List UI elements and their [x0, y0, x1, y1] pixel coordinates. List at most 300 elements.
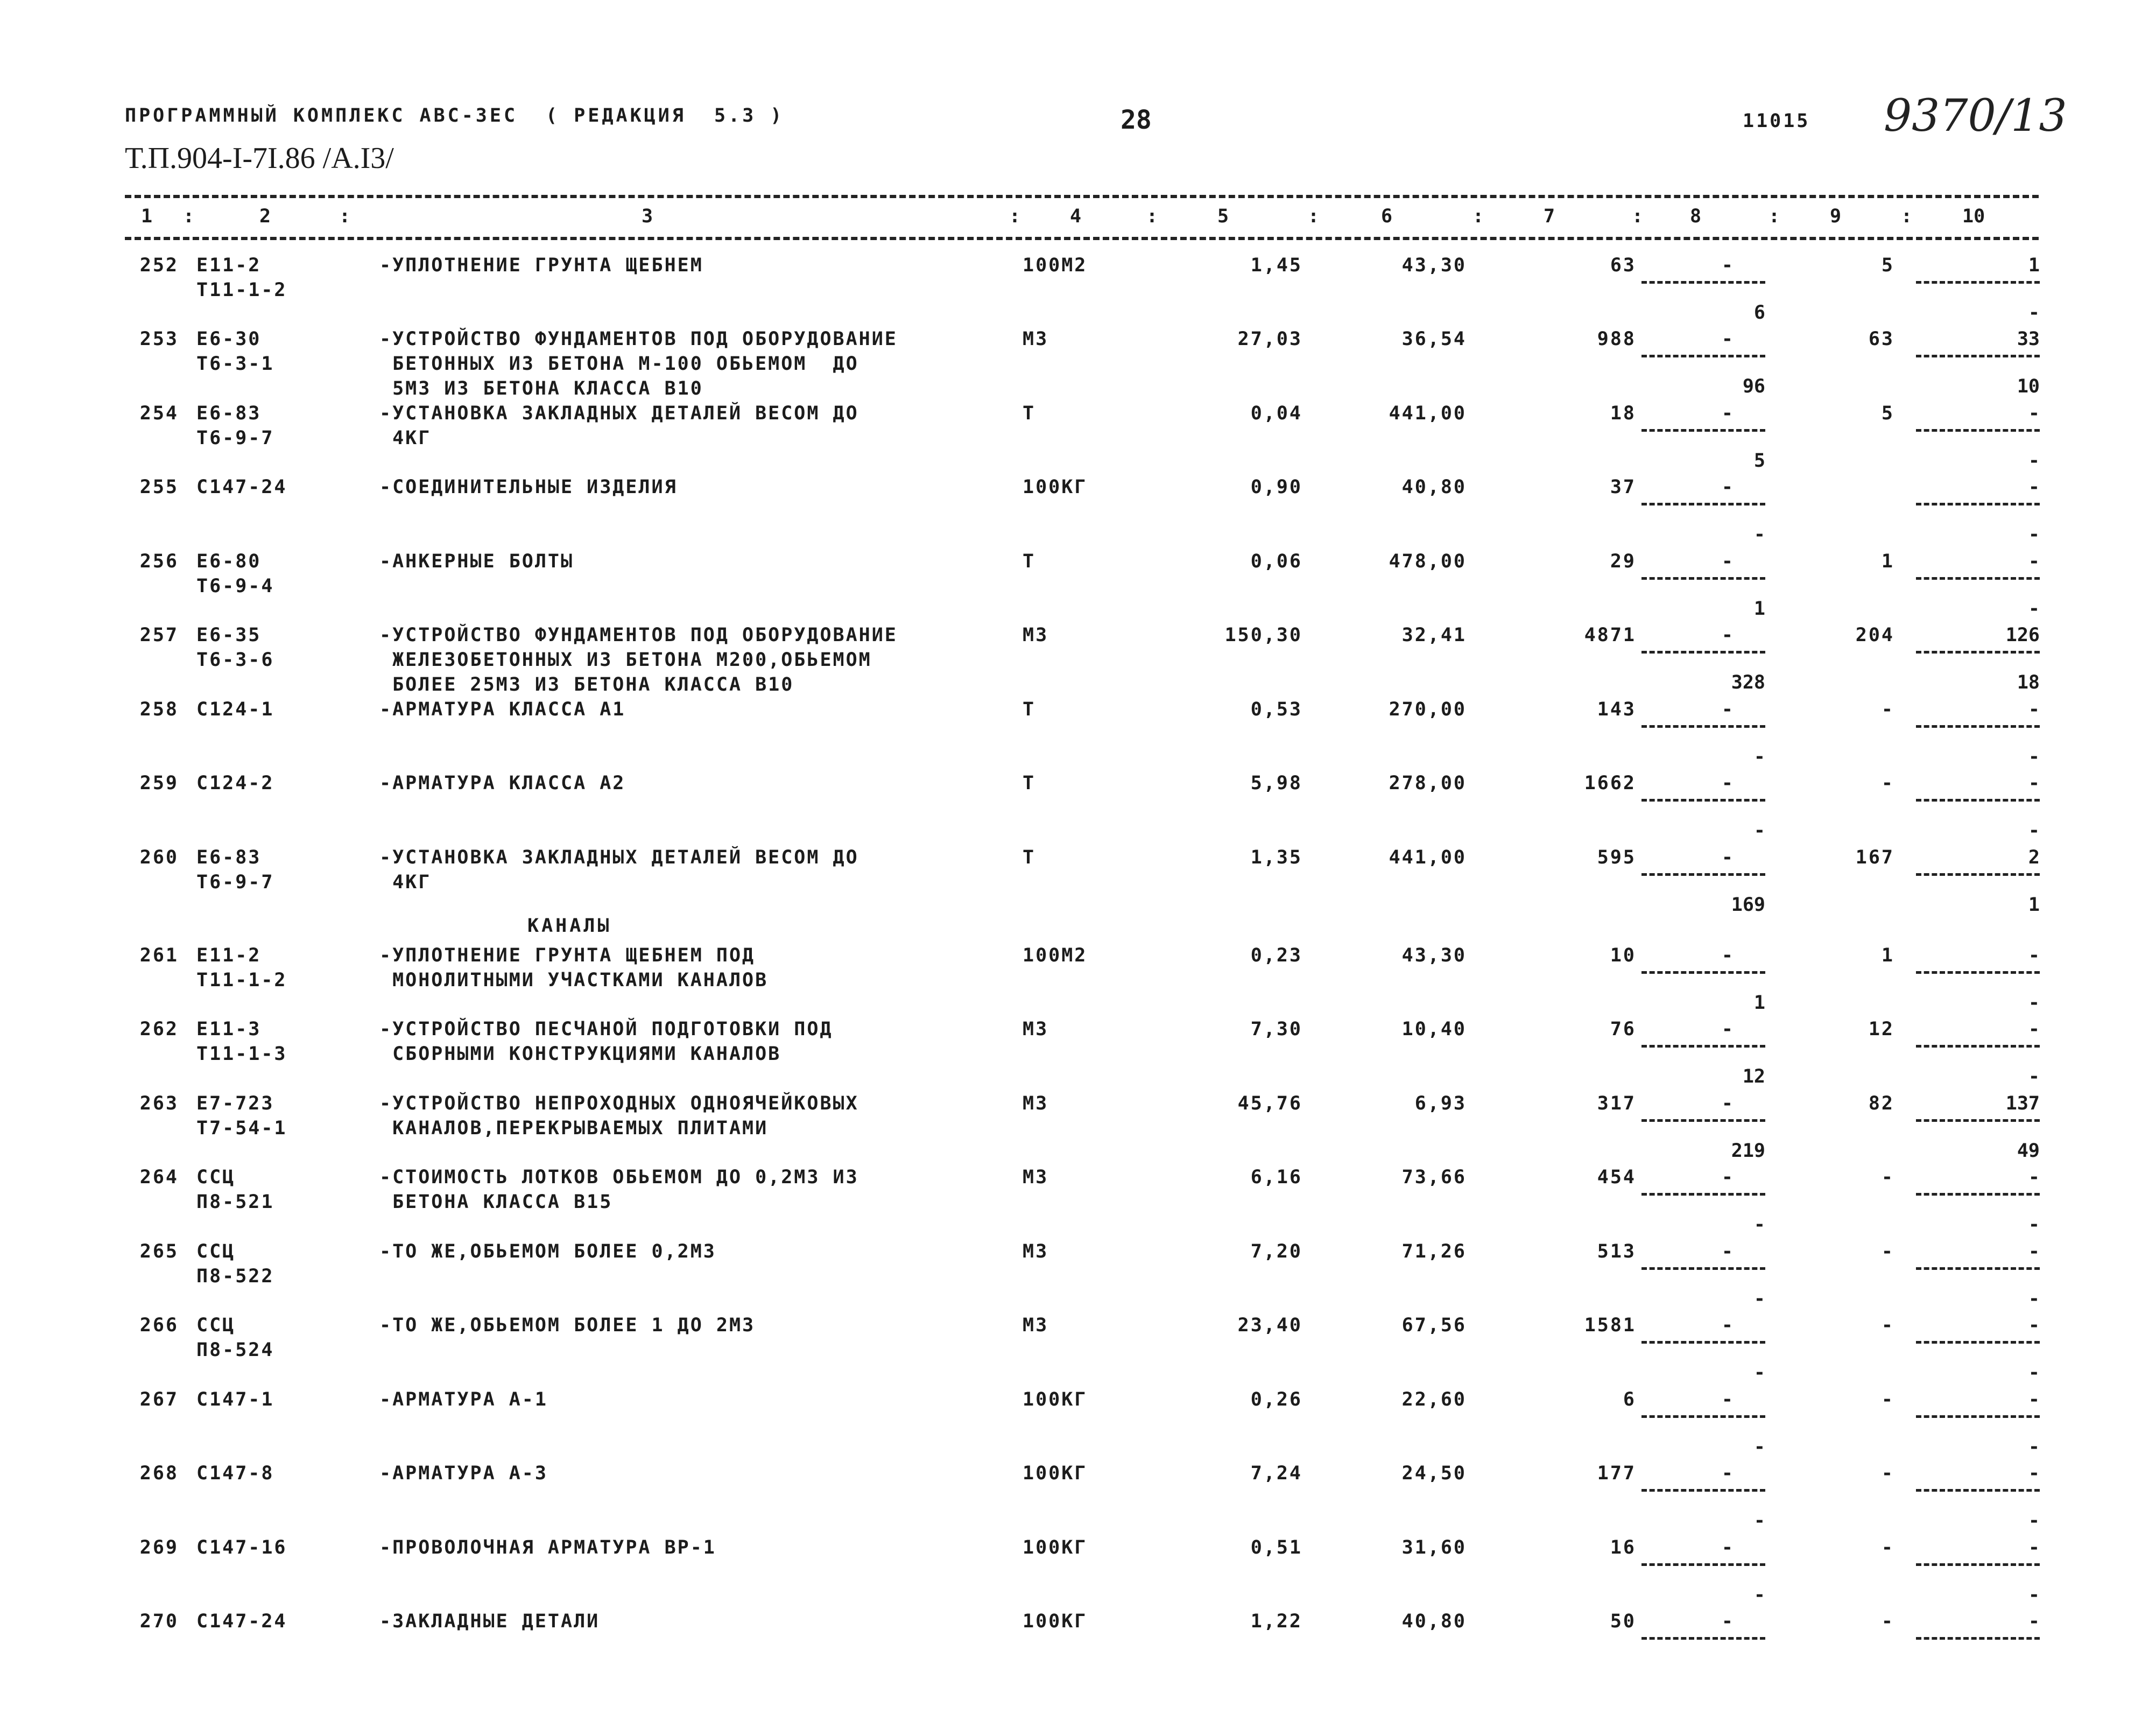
row-col8-bottom: -: [1753, 1214, 1765, 1235]
row-unit: 100М2: [1023, 945, 1088, 966]
row-unit: 100КГ: [1023, 1463, 1088, 1484]
column-separator: :: [1009, 206, 1021, 227]
row-col10-bottom: -: [2028, 992, 2040, 1014]
row-quantity: 5,98: [1250, 772, 1302, 794]
row-unit-price: 10,40: [1401, 1018, 1467, 1040]
fraction-line: [1641, 1637, 1765, 1640]
row-number: 265: [139, 1241, 179, 1262]
row-col10-top: -: [2028, 1167, 2040, 1188]
table-row: [0, 475, 2156, 545]
row-col10: [1916, 1091, 2040, 1161]
row-col9: -: [1881, 1611, 1894, 1632]
row-unit-price: 6,93: [1414, 1093, 1467, 1114]
row-col10: [1916, 697, 2040, 767]
row-col10-top: 137: [2005, 1093, 2040, 1114]
fraction-line: [1916, 1119, 2040, 1122]
row-number: 260: [139, 847, 179, 868]
row-quantity: 7,24: [1250, 1463, 1302, 1484]
row-description: -АРМАТУРА КЛАССА А2: [379, 772, 626, 794]
table-row: [0, 1091, 2156, 1161]
row-description: -СОЕДИНИТЕЛЬНЫЕ ИЗДЕЛИЯ: [379, 476, 678, 498]
row-col8-bottom: 1: [1753, 598, 1765, 620]
row-code: Е11-2 Т11-1-2: [196, 255, 287, 301]
row-code: С147-16: [196, 1537, 287, 1558]
row-col8-bottom: 5: [1753, 450, 1765, 472]
row-col10-bottom: -: [2028, 820, 2040, 841]
row-quantity: 0,90: [1250, 476, 1302, 498]
row-col10-bottom: 49: [2017, 1140, 2040, 1162]
fraction-line: [1916, 1267, 2040, 1270]
row-description: -УСТАНОВКА ЗАКЛАДНЫХ ДЕТАЛЕЙ ВЕСОМ ДО 4КГ: [379, 847, 859, 893]
row-col9: 1: [1881, 945, 1894, 966]
row-col10-bottom: -: [2028, 1510, 2040, 1532]
row-col10-bottom: -: [2028, 524, 2040, 545]
row-number: 267: [139, 1389, 179, 1410]
fraction-line: [1916, 281, 2040, 284]
program-header: ПРОГРАММНЫЙ КОМПЛЕКС АВС-ЗЕС ( РЕДАКЦИЯ 5.3 ): [125, 105, 785, 127]
row-unit: Т: [1023, 699, 1036, 720]
row-code: ССЦ П8-524: [196, 1315, 274, 1361]
row-total: 143: [1597, 699, 1636, 720]
row-col8-top: -: [1721, 551, 1733, 572]
row-col8-bottom: -: [1753, 746, 1765, 768]
row-col9: -: [1881, 1315, 1894, 1336]
row-col8: [1641, 697, 1765, 767]
row-unit: М3: [1023, 1167, 1049, 1188]
row-col8-bottom: -: [1753, 1362, 1765, 1383]
row-col10-bottom: -: [2028, 450, 2040, 472]
row-unit-price: 22,60: [1401, 1389, 1467, 1410]
row-col8: [1641, 845, 1765, 915]
row-col9: 1: [1881, 551, 1894, 572]
row-col10: [1916, 475, 2040, 545]
row-col8-top: -: [1721, 1611, 1733, 1632]
row-col8: [1641, 1239, 1765, 1309]
table-row: [0, 771, 2156, 841]
row-col8-bottom: 96: [1742, 376, 1765, 397]
row-col9: 5: [1881, 403, 1894, 424]
document-title: Т.П.904-I-7I.86 /А.I3/: [125, 142, 394, 175]
row-col8: [1641, 1165, 1765, 1235]
row-number: 257: [139, 624, 179, 646]
fraction-line: [1641, 1563, 1765, 1566]
row-total: 37: [1610, 476, 1636, 498]
row-col10-top: -: [2028, 403, 2040, 424]
row-col10: [1916, 943, 2040, 1013]
row-col10-top: -: [2028, 476, 2040, 498]
row-col10-top: -: [2028, 699, 2040, 720]
row-unit: 100КГ: [1023, 476, 1088, 498]
row-col8-top: -: [1721, 1537, 1733, 1558]
row-description: -ТО ЖЕ,ОБЬЕМОМ БОЛЕЕ 1 ДО 2М3: [379, 1315, 756, 1336]
row-description: -ЗАКЛАДНЫЕ ДЕТАЛИ: [379, 1611, 600, 1632]
row-number: 268: [139, 1463, 179, 1484]
column-header-4: 4: [1070, 206, 1082, 227]
row-description: -УСТРОЙСТВО НЕПРОХОДНЫХ ОДНОЯЧЕЙКОВЫХ КАНАЛОВ,ПЕРЕКРЫВАЕМЫХ ПЛИТАМИ: [379, 1093, 859, 1139]
column-separator: :: [1472, 206, 1484, 227]
row-col9: 63: [1868, 328, 1894, 350]
row-quantity: 0,23: [1250, 945, 1302, 966]
row-col8-bottom: -: [1753, 524, 1765, 545]
table-row: [0, 623, 2156, 696]
row-col10-bottom: -: [2028, 1362, 2040, 1383]
table-row: [0, 1609, 2156, 1679]
row-number: 259: [139, 772, 179, 794]
row-code: С147-24: [196, 476, 287, 498]
fraction-line: [1916, 1637, 2040, 1640]
row-col10-top: -: [2028, 1018, 2040, 1040]
row-col10: [1916, 1165, 2040, 1235]
fraction-line: [1641, 1489, 1765, 1492]
row-col8: [1641, 771, 1765, 841]
table-row: [0, 1535, 2156, 1605]
row-total: 50: [1610, 1611, 1636, 1632]
row-unit-price: 36,54: [1401, 328, 1467, 350]
row-unit: Т: [1023, 772, 1036, 794]
row-col10-top: 33: [2017, 328, 2040, 350]
fraction-line: [1641, 1267, 1765, 1270]
row-number: 255: [139, 476, 179, 498]
row-description: -АРМАТУРА КЛАССА А1: [379, 699, 626, 720]
row-unit-price: 43,30: [1401, 255, 1467, 276]
row-unit-price: 441,00: [1389, 403, 1467, 424]
row-col8: [1641, 1313, 1765, 1383]
row-unit-price: 24,50: [1401, 1463, 1467, 1484]
row-col8-top: -: [1721, 1241, 1733, 1262]
row-col10: [1916, 1609, 2040, 1679]
fraction-line: [1916, 577, 2040, 580]
fraction-line: [1641, 577, 1765, 580]
row-number: 256: [139, 551, 179, 572]
row-code: С124-2: [196, 772, 274, 794]
row-unit-price: 73,66: [1401, 1167, 1467, 1188]
row-description: -УПЛОТНЕНИЕ ГРУНТА ЩЕБНЕМ: [379, 255, 703, 276]
fraction-line: [1916, 355, 2040, 357]
row-quantity: 7,30: [1250, 1018, 1302, 1040]
fraction-line: [1641, 1415, 1765, 1418]
row-number: 258: [139, 699, 179, 720]
row-col10-top: 126: [2005, 624, 2040, 646]
row-col10: [1916, 1239, 2040, 1309]
row-total: 10: [1610, 945, 1636, 966]
row-col10-top: -: [2028, 1537, 2040, 1558]
row-col10-bottom: -: [2028, 302, 2040, 324]
row-quantity: 45,76: [1237, 1093, 1302, 1114]
row-col8: [1641, 1609, 1765, 1679]
column-separator: :: [183, 206, 195, 227]
fraction-line: [1916, 1045, 2040, 1048]
row-col9: 5: [1881, 255, 1894, 276]
row-col8-top: -: [1721, 1167, 1733, 1188]
row-quantity: 1,45: [1250, 255, 1302, 276]
column-header-2: 2: [259, 206, 271, 227]
row-col8-bottom: 1: [1753, 992, 1765, 1014]
row-number: 266: [139, 1315, 179, 1336]
row-code: Е6-35 Т6-3-6: [196, 624, 274, 671]
row-col8-bottom: -: [1753, 1584, 1765, 1606]
row-code: С147-1: [196, 1389, 274, 1410]
row-col8-top: -: [1721, 945, 1733, 966]
row-col9: -: [1881, 1463, 1894, 1484]
column-header-1: 1: [141, 206, 153, 227]
row-col10-top: -: [2028, 772, 2040, 794]
fraction-line: [1641, 355, 1765, 357]
fraction-line: [1916, 725, 2040, 728]
row-col9: -: [1881, 772, 1894, 794]
fraction-line: [1641, 1119, 1765, 1122]
fraction-line: [1641, 1045, 1765, 1048]
column-separator: :: [1632, 206, 1644, 227]
row-col10: [1916, 253, 2040, 323]
table-row: [0, 943, 2156, 1013]
column-header-6: 6: [1381, 206, 1393, 227]
row-code: Е6-83 Т6-9-7: [196, 403, 274, 449]
fraction-line: [1916, 873, 2040, 876]
row-col10-top: -: [2028, 1315, 2040, 1336]
document-number: 11015: [1743, 110, 1810, 132]
row-col8-top: -: [1721, 1389, 1733, 1410]
row-number: 263: [139, 1093, 179, 1114]
column-header-5: 5: [1217, 206, 1229, 227]
row-description: -ПРОВОЛОЧНАЯ АРМАТУРА ВР-1: [379, 1537, 716, 1558]
table-row: [0, 1239, 2156, 1309]
row-number: 253: [139, 328, 179, 350]
row-unit-price: 278,00: [1389, 772, 1467, 794]
row-unit-price: 441,00: [1389, 847, 1467, 868]
row-col8-top: -: [1721, 847, 1733, 868]
row-description: -АНКЕРНЫЕ БОЛТЫ: [379, 551, 574, 572]
row-col8: [1641, 1017, 1765, 1087]
column-separator: :: [1146, 206, 1158, 227]
row-col10: [1916, 1313, 2040, 1383]
row-number: 261: [139, 945, 179, 966]
row-quantity: 0,04: [1250, 403, 1302, 424]
row-col9: -: [1881, 1167, 1894, 1188]
row-unit-price: 478,00: [1389, 551, 1467, 572]
row-quantity: 0,51: [1250, 1537, 1302, 1558]
table-row: [0, 1165, 2156, 1235]
row-col8: [1641, 401, 1765, 471]
fraction-line: [1641, 429, 1765, 432]
row-quantity: 0,53: [1250, 699, 1302, 720]
row-col10: [1916, 1535, 2040, 1605]
row-code: С147-24: [196, 1611, 287, 1632]
row-quantity: 1,22: [1250, 1611, 1302, 1632]
row-col10: [1916, 1387, 2040, 1457]
row-col10-bottom: 10: [2017, 376, 2040, 397]
row-col10: [1916, 1017, 2040, 1087]
table-row: [0, 253, 2156, 323]
row-col8-bottom: -: [1753, 820, 1765, 841]
row-total: 18: [1610, 403, 1636, 424]
row-number: 269: [139, 1537, 179, 1558]
row-quantity: 1,35: [1250, 847, 1302, 868]
row-col8-bottom: 328: [1731, 672, 1765, 693]
row-col8-bottom: 219: [1731, 1140, 1765, 1162]
table-row: [0, 1461, 2156, 1531]
table-row: [0, 1017, 2156, 1087]
header-rule-bottom: [125, 237, 2039, 240]
row-col8: [1641, 1461, 1765, 1531]
row-total: 16: [1610, 1537, 1636, 1558]
row-code: С147-8: [196, 1463, 274, 1484]
row-code: Е6-83 Т6-9-7: [196, 847, 274, 893]
row-col8-top: -: [1721, 403, 1733, 424]
column-header-8: 8: [1690, 206, 1702, 227]
table-row: [0, 1313, 2156, 1383]
fraction-line: [1641, 971, 1765, 974]
row-quantity: 27,03: [1237, 328, 1302, 350]
page-number: 28: [1121, 105, 1152, 135]
row-unit: 100КГ: [1023, 1537, 1088, 1558]
fraction-line: [1916, 429, 2040, 432]
row-col10-bottom: -: [2028, 1288, 2040, 1310]
row-col8-top: -: [1721, 1093, 1733, 1114]
row-col9: -: [1881, 1537, 1894, 1558]
row-code: Е7-723 Т7-54-1: [196, 1093, 287, 1139]
row-col9: 204: [1855, 624, 1894, 646]
row-col8-top: -: [1721, 624, 1733, 646]
row-col8-bottom: -: [1753, 1436, 1765, 1458]
row-col8-top: -: [1721, 1018, 1733, 1040]
row-quantity: 0,06: [1250, 551, 1302, 572]
section-label: КАНАЛЫ: [527, 915, 612, 937]
fraction-line: [1641, 651, 1765, 654]
row-total: 513: [1597, 1241, 1636, 1262]
row-total: 29: [1610, 551, 1636, 572]
column-header-3: 3: [642, 206, 653, 227]
row-col10: [1916, 771, 2040, 841]
row-unit-price: 67,56: [1401, 1315, 1467, 1336]
row-quantity: 0,26: [1250, 1389, 1302, 1410]
row-col9: -: [1881, 1389, 1894, 1410]
row-col10-bottom: -: [2028, 598, 2040, 620]
row-col8-bottom: -: [1753, 1288, 1765, 1310]
row-col8: [1641, 253, 1765, 323]
row-col10-bottom: -: [2028, 1584, 2040, 1606]
row-unit-price: 43,30: [1401, 945, 1467, 966]
row-code: С124-1: [196, 699, 274, 720]
column-separator: :: [1769, 206, 1780, 227]
fraction-line: [1916, 1563, 2040, 1566]
column-header-9: 9: [1830, 206, 1842, 227]
fraction-line: [1641, 503, 1765, 505]
fraction-line: [1916, 651, 2040, 654]
row-col8: [1641, 549, 1765, 619]
row-unit: М3: [1023, 1093, 1049, 1114]
row-unit: 100КГ: [1023, 1389, 1088, 1410]
row-unit: Т: [1023, 847, 1036, 868]
row-col9: 167: [1855, 847, 1894, 868]
row-total: 1581: [1584, 1315, 1636, 1336]
row-col8-bottom: 169: [1731, 894, 1765, 916]
row-col8-top: -: [1721, 328, 1733, 350]
row-description: -УСТРОЙСТВО ФУНДАМЕНТОВ ПОД ОБОРУДОВАНИЕ ЖЕЛЕЗОБЕТОННЫХ ИЗ БЕТОНА М200,ОБЬЕМОМ БОЛЕЕ 25М3 ИЗ БЕТОНА КЛАССА В10: [379, 624, 898, 696]
row-quantity: 7,20: [1250, 1241, 1302, 1262]
row-col8-bottom: -: [1753, 1510, 1765, 1532]
row-col8: [1641, 327, 1765, 397]
row-col8-top: -: [1721, 772, 1733, 794]
row-col10-top: -: [2028, 1463, 2040, 1484]
row-total: 177: [1597, 1463, 1636, 1484]
row-col8-top: -: [1721, 1463, 1733, 1484]
row-col8-bottom: 6: [1753, 302, 1765, 324]
fraction-line: [1916, 1489, 2040, 1492]
row-unit: 100КГ: [1023, 1611, 1088, 1632]
fraction-line: [1916, 799, 2040, 802]
row-col9: 12: [1868, 1018, 1894, 1040]
row-code: Е6-80 Т6-9-4: [196, 551, 274, 597]
row-col8-top: -: [1721, 255, 1733, 276]
row-unit-price: 32,41: [1401, 624, 1467, 646]
row-unit: Т: [1023, 403, 1036, 424]
row-code: Е11-3 Т11-1-3: [196, 1018, 287, 1065]
row-number: 270: [139, 1611, 179, 1632]
row-description: -УСТРОЙСТВО ФУНДАМЕНТОВ ПОД ОБОРУДОВАНИЕ БЕТОННЫХ ИЗ БЕТОНА М-100 ОБЬЕМОМ ДО 5М3 ИЗ БЕТОНА КЛАССА В10: [379, 328, 898, 399]
row-number: 254: [139, 403, 179, 424]
row-unit-price: 71,26: [1401, 1241, 1467, 1262]
row-unit: М3: [1023, 624, 1049, 646]
row-unit: М3: [1023, 1018, 1049, 1040]
row-col8: [1641, 1535, 1765, 1605]
row-description: -ТО ЖЕ,ОБЬЕМОМ БОЛЕЕ 0,2М3: [379, 1241, 716, 1262]
row-quantity: 6,16: [1250, 1167, 1302, 1188]
fraction-line: [1641, 281, 1765, 284]
row-number: 264: [139, 1167, 179, 1188]
fraction-line: [1916, 1415, 2040, 1418]
row-total: 988: [1597, 328, 1636, 350]
row-description: -УПЛОТНЕНИЕ ГРУНТА ЩЕБНЕМ ПОД МОНОЛИТНЫМИ УЧАСТКАМИ КАНАЛОВ: [379, 945, 769, 991]
row-col8: [1641, 1387, 1765, 1457]
fraction-line: [1916, 503, 2040, 505]
row-quantity: 150,30: [1224, 624, 1302, 646]
row-unit-price: 40,80: [1401, 476, 1467, 498]
row-col8: [1641, 623, 1765, 693]
row-col10: [1916, 1461, 2040, 1531]
fraction-line: [1916, 971, 2040, 974]
column-header-7: 7: [1544, 206, 1555, 227]
row-col8-bottom: 12: [1742, 1066, 1765, 1087]
row-col10-bottom: -: [2028, 746, 2040, 768]
row-number: 262: [139, 1018, 179, 1040]
column-header-10: 10: [1962, 206, 1985, 227]
row-col8: [1641, 943, 1765, 1013]
row-col10-bottom: -: [2028, 1066, 2040, 1087]
row-col10-bottom: -: [2028, 1214, 2040, 1235]
row-unit: 100М2: [1023, 255, 1088, 276]
row-col10-top: -: [2028, 551, 2040, 572]
row-col10-top: 2: [2028, 847, 2040, 868]
row-code: Е6-30 Т6-3-1: [196, 328, 274, 375]
row-col10: [1916, 327, 2040, 397]
row-col10-bottom: -: [2028, 1436, 2040, 1458]
row-col8-top: -: [1721, 699, 1733, 720]
row-code: Е11-2 Т11-1-2: [196, 945, 287, 991]
fraction-line: [1641, 1193, 1765, 1196]
row-description: -УСТРОЙСТВО ПЕСЧАНОЙ ПОДГОТОВКИ ПОД СБОРНЫМИ КОНСТРУКЦИЯМИ КАНАЛОВ: [379, 1018, 833, 1065]
row-col9: -: [1881, 699, 1894, 720]
fraction-line: [1641, 1341, 1765, 1344]
row-description: -СТОИМОСТЬ ЛОТКОВ ОБЬЕМОМ ДО 0,2М3 ИЗ БЕТОНА КЛАССА В15: [379, 1167, 859, 1213]
row-col10-bottom: 18: [2017, 672, 2040, 693]
table-row: [0, 697, 2156, 767]
row-col8: [1641, 1091, 1765, 1161]
row-unit: Т: [1023, 551, 1036, 572]
row-unit-price: 270,00: [1389, 699, 1467, 720]
row-total: 595: [1597, 847, 1636, 868]
row-total: 317: [1597, 1093, 1636, 1114]
row-col10-top: -: [2028, 945, 2040, 966]
